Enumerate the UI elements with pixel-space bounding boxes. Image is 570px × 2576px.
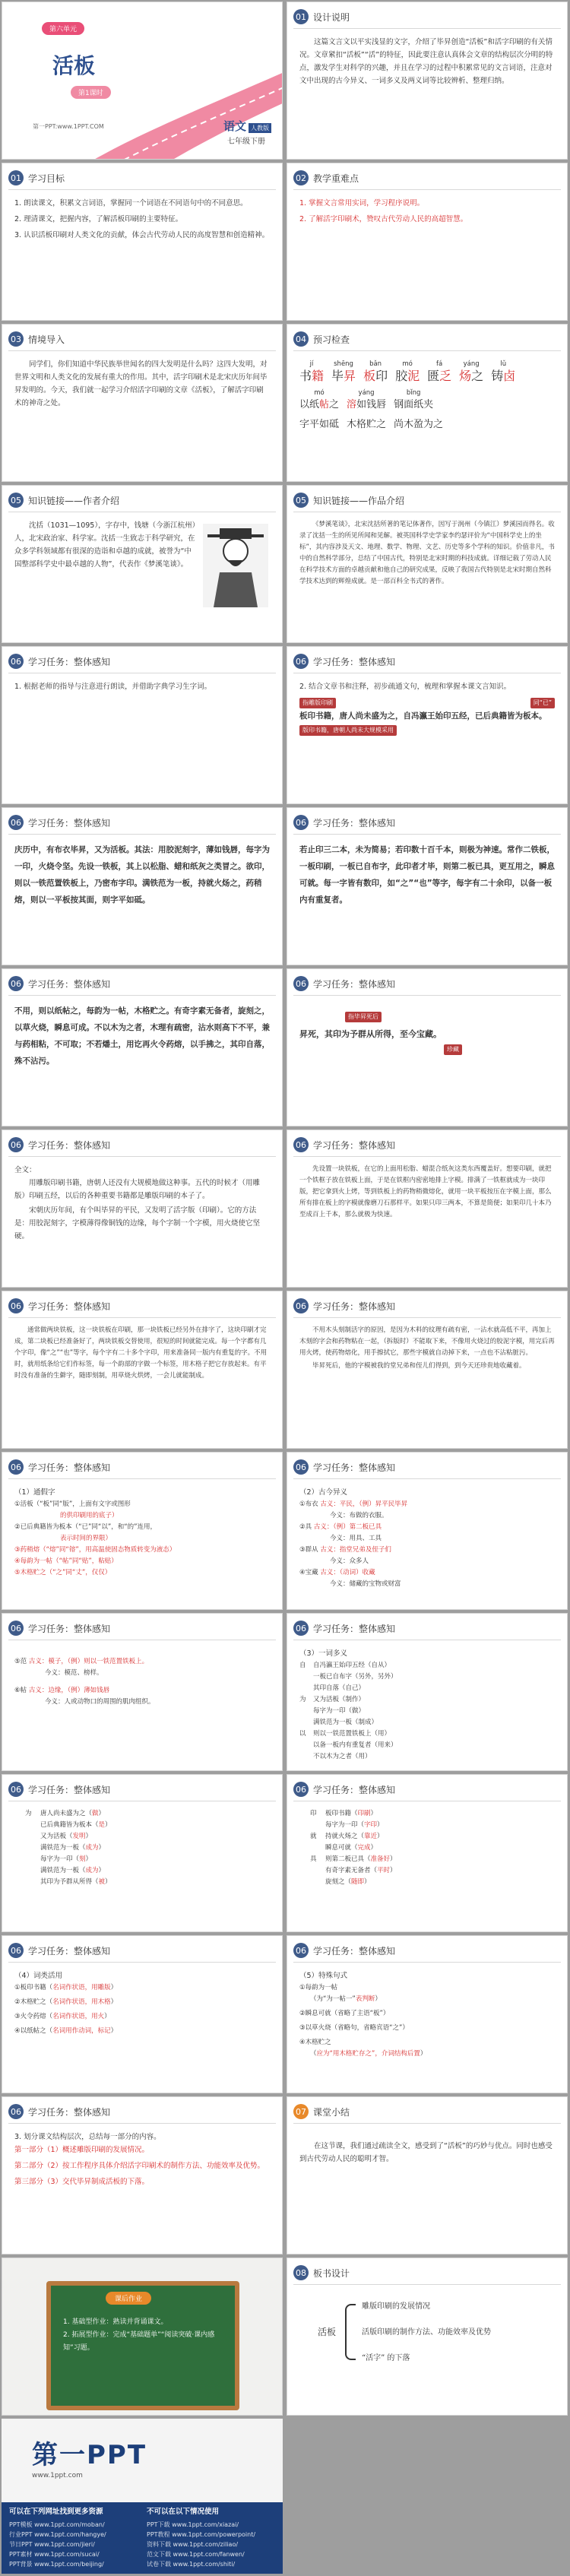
homework-badge: 课后作业 [106, 2292, 151, 2305]
slide-title: 学习任务：整体感知 [313, 656, 396, 667]
author-portrait-icon [203, 524, 268, 607]
banner-col-title: 可以在下列网址找到更多资源 [9, 2508, 103, 2516]
section-subtitle: （5）特殊句式 [299, 1972, 348, 1980]
slide-title: 教学重难点 [313, 173, 359, 184]
task-instruction: 2. 结合文章书和注释，初步疏通文句，梳理和掌握本课文言知识。 [299, 683, 511, 691]
section-number: 06 [8, 1782, 24, 1797]
slide-homework-board[interactable] [2, 2258, 283, 2416]
section-subtitle: （3）一词多义 [299, 1649, 348, 1658]
board-branch: 活版印刷的制作方法、功能效率及优势 [362, 2328, 491, 2337]
section-number: 06 [293, 1782, 309, 1797]
slide-polysemy[interactable]: 06 学习任务：整体感知 （3）一词多义 自 自冯瀛王始印五经（自从） 一板已自布字（另外，另外） 其印自落（自己） 为 又为活板（制作） 每字为一印（做） 满铁范为一板（制成） 以 则以一铁范置铁板上（用） 以备一板内有重复者（用来） 不以木为之者（用） [287, 1613, 568, 1771]
body-text: 1. 根据老师的指导与注意进行朗读，并借助字典学习生字词。 [14, 683, 212, 691]
structure-item: 第三部分（3）交代毕昇制成活板的下落。 [14, 2178, 150, 2186]
slide-title: 知识链接——作品介绍 [313, 495, 405, 506]
slide-title: 学习任务：整体感知 [313, 978, 396, 990]
banner-link[interactable]: PPT教程 www.1ppt.com/powerpoint/ [147, 2531, 256, 2538]
section-number: 06 [293, 1459, 309, 1475]
slide-yin-jiu[interactable]: 06 学习任务：整体感知 印 板印书籍（ 印刷 ） 每字为一印（ 字印 ） 就 持就火炀之（ 靠近 ） 瞬息可就（ 完成 ） 具 则第二板已具（ 准备好 ） 有奇字素无备者（ 平时 ） 旋刻之（ 随即 ） [287, 1774, 568, 1932]
section-number: 08 [293, 2265, 309, 2280]
slide-author[interactable] [2, 485, 283, 643]
homework-item: 2. 拓展型作业：完成“基础题单”“阅读突破·课内感知”习题。 [63, 2331, 215, 2352]
slide-title: 学习任务：整体感知 [28, 1784, 111, 1795]
slide-task-reading[interactable] [2, 646, 283, 804]
board-branch: “活字” 的下落 [362, 2354, 410, 2362]
slide-translation-1[interactable] [2, 1130, 283, 1288]
slide-title: 学习任务：整体感知 [28, 1139, 111, 1151]
slide-design-notes[interactable] [287, 2, 568, 160]
banner-link[interactable]: PPT模板 www.1ppt.com/moban/ [9, 2521, 105, 2528]
section-number: 04 [293, 331, 309, 347]
annotation-tag: 同“已” [530, 698, 555, 708]
slide-task-text-4[interactable] [287, 968, 568, 1126]
slide-title: 学习任务：整体感知 [28, 1623, 111, 1634]
section-number: 07 [293, 2104, 309, 2119]
ppt-promo-banner[interactable] [2, 2419, 283, 2574]
section-number: 06 [293, 1137, 309, 1152]
banner-link[interactable]: 范文下载 www.1ppt.com/fanwen/ [147, 2551, 245, 2558]
section-number: 06 [293, 1298, 309, 1313]
section-subtitle: （1）通假字 [14, 1488, 55, 1497]
section-number: 06 [293, 976, 309, 991]
slide-title: 学习任务：整体感知 [313, 1301, 396, 1312]
ppt-logo: 第一PPT [32, 2440, 147, 2470]
slide-task-text-2[interactable] [287, 807, 568, 965]
section-subtitle: （2）古今异义 [299, 1488, 348, 1497]
slide-wei[interactable]: 06 学习任务：整体感知 为 唐人尚未盛为之（ 做 ） 已后典籍皆为板本（ 是 ） 又为活板（ 发明 ） 满铁范为一板（ 成为 ） 每字为一印（ 刻 ） 满铁范为一板（ 成为 ） 其印为予群从所得（ 被 ） [2, 1774, 283, 1932]
cover-slide[interactable] [2, 2, 283, 160]
body-text: 先设置一块铁板，在它的上面用松脂、蜡混合纸灰这类东西覆盖好。想要印刷，就把一个铁框子放在铁板上面，于是在铁框内密密地排上字模。排满了一铁框就成为一块印版，把它拿到火上烤，等到铁板上的药物稍微熔化，就用一块平板按压在字模上面，那么所有排在板上的字模就像磨刀石那样平。如果只印三两本，不算是简便；如果印几十本乃至成百上千本，那么就极为快速。 [299, 1165, 552, 1218]
section-number: 06 [8, 1943, 24, 1958]
edition-block [223, 118, 271, 134]
body-text: 不用木头刻制活字的原因，是因为木料的纹理有疏有密，一沾水就高低不平，再加上木刻的字会和药物粘在一起，（拆版时）不能取下来，不像用火烧过的胶泥字模，用完后再用火烤，使药物熔化，用手擦拭它，那些字模就自动掉下来，一点也不沾粘脏污。 [299, 1326, 555, 1357]
chalkboard [46, 2281, 239, 2410]
body-label: 全文： [14, 1166, 36, 1174]
key-point-item: 1. 掌握文言常用实词，学习程序说明。 [299, 199, 425, 208]
body-text: 这篇文言文以平实浅显的文字，介绍了毕昇创造“活板”和活字印刷的有关情况。文章紧扣“活板”“活”的特征，因此要注意认真体会文章的结构层次分明的特点，激发学生对科学的兴趣，并且在学习的过程中积累常见的文言词语，注意对文中出现的古今异义、一词多义及两义词等比较辨析、整理归纳。 [299, 38, 553, 85]
section-number: 02 [293, 170, 309, 185]
lesson-badge: 第1课时 [71, 86, 111, 99]
banner-link[interactable]: PPT背景 www.1ppt.com/beijing/ [9, 2561, 104, 2568]
classical-sentence: 不用，则以纸帖之，每韵为一帖，木格贮之。有奇字素无备者，旋刻之，以草火烧，瞬息可成。不以木为之者，木理有疏密，沾水则高下不平，兼与药相粘，不可取；不若燔土，用讫再火令药熔，以手拂之，其印自落，殊不沾污。 [14, 1006, 270, 1066]
section-number: 01 [293, 9, 309, 24]
section-number: 06 [8, 1459, 24, 1475]
slide-title: 学习任务：整体感知 [313, 1945, 396, 1957]
annotation-tag: 指毕昇死后 [345, 1012, 382, 1022]
site-label: 第一PPT:www.1PPT.COM [33, 123, 104, 130]
section-number: 06 [8, 1298, 24, 1313]
slide-title: 学习任务：整体感知 [28, 1945, 111, 1957]
slide-title: 知识链接——作者介绍 [28, 495, 120, 506]
banner-link[interactable]: 试卷下载 www.1ppt.com/shiti/ [147, 2561, 236, 2568]
section-number: 06 [8, 1621, 24, 1636]
goal-item: 3. 认识活板印刷对人类文化的贡献，体会古代劳动人民的高度智慧和创造精神。 [14, 231, 270, 239]
body-text: 同学们，你们知道中华民族举世闻名的四大发明是什么吗？这四大发明，对世界文明和人类文化的发展有重大的作用。其中，活字印刷术是北宋庆历年间毕昇发明的。今天，我们就一起学习介绍活字印刷的文章《活板》，了解活字印刷术的神奇之处。 [14, 360, 268, 407]
slide-title: 学习任务：整体感知 [28, 656, 111, 667]
goal-item: 1. 朗读课文，积累文言词语，掌握同一个词语在不同语句中的不同意思。 [14, 199, 248, 208]
slide-title: 学习任务：整体感知 [313, 817, 396, 829]
slide-title: 板书设计 [313, 2267, 350, 2279]
edition-label: 人教版 [249, 123, 271, 133]
slide-title: 预习检查 [313, 334, 350, 345]
pinyin-row-1: jí 书籍 shēng 毕昇 bǎn 板印 mó 胶泥 fá 匮乏 yáng 炀之 lǔ 铸卤 [299, 360, 516, 383]
slide-key-points[interactable] [287, 163, 568, 321]
ppt-logo-area [2, 2419, 283, 2502]
slide-title: 学习任务：整体感知 [28, 1301, 111, 1312]
unit-badge: 第六单元 [42, 22, 84, 35]
body-text: 《梦溪笔谈》，北宋沈括所著的笔记体著作，因写于润州（今镇江）梦溪园而得名。收录了沈括一生的所见所闻和见解。被英国科学史学家李约瑟评价为“中国科学史上的坐标”，其内容涉及天文、地理、数学、物理、文艺、历史等多个学科的知识。价值非凡，书中的自然科学部分，总结了中国古代，特别是北宋时期的科技成就。详细记载了劳动人民在科学技术方面的卓越贡献和他自己的研究成果，反映了我国古代特别是北宋时期自然科学技术达到的辉煌成就。是一部百科全书式的著作。 [299, 521, 555, 585]
structure-item: 第二部分（2）按工作程序具体介绍活字印刷术的制作方法、功能效率及优势。 [14, 2162, 265, 2170]
slide-title: 课堂小结 [313, 2106, 350, 2118]
slide-word-class[interactable]: 06 学习任务：整体感知 （4）词类活用 ①板印书籍（名词作状语，用雕版） ②木格贮之（名词作状语，用木格） ③火令药熔（名词作状语，用火） ④以纸帖之（名词用作动词，标记） [2, 1935, 283, 2093]
slide-translation-4[interactable] [287, 1291, 568, 1449]
section-subtitle: （4）词类活用 [14, 1972, 63, 1980]
section-number: 06 [8, 654, 24, 669]
section-number: 06 [293, 815, 309, 830]
section-number: 06 [8, 1137, 24, 1152]
banner-link[interactable]: 节日PPT www.1ppt.com/jieri/ [9, 2541, 95, 2548]
key-point-item: 2. 了解活字印刷术，赞叹古代劳动人民的高超智慧。 [299, 215, 468, 223]
classical-sentence: 昇死，其印为予群从所得，至今宝藏。 [299, 1029, 442, 1039]
goal-item: 2. 理清课文，把握内容，了解活板印刷的主要特征。 [14, 215, 183, 223]
slide-title: 学习任务：整体感知 [313, 1462, 396, 1473]
slide-title: 情境导入 [28, 334, 65, 345]
slide-task-text-3[interactable] [2, 968, 283, 1126]
slide-title: 学习任务：整体感知 [28, 978, 111, 990]
section-number: 06 [293, 654, 309, 669]
slide-special-sentences[interactable]: 06 学习任务：整体感知 （5）特殊句式 ①每韵为一帖 （为“为一帖一”表判断） ②瞬息可就（省略了主语“板”） ③以草火烧（省略句，省略宾语“之”） ④木格贮之 （应为“用木格贮存之”，介词结构后置） [287, 1935, 568, 2093]
slide-title: 学习任务：整体感知 [313, 1623, 396, 1634]
classical-sentence: 板印书籍，唐人尚未盛为之，自冯瀛王始印五经，已后典籍皆为板本。 [299, 711, 547, 721]
banner-link[interactable]: PPT素材 www.1ppt.com/sucai/ [9, 2551, 100, 2558]
annotation-tag: 珍藏 [444, 1044, 462, 1055]
slide-preview[interactable] [287, 324, 568, 482]
slide-task-annotate-1[interactable] [287, 646, 568, 804]
slide-structure[interactable] [2, 2096, 283, 2254]
board-root: 活板 [318, 2327, 337, 2337]
slide-gujin-2[interactable]: 06 学习任务：整体感知 ⑤范 古义：模子，（例）则以一铁范置铁板上。 今义：模范、榜样。 ⑥帖 古义：边缘，（例）薄如钱唇 今义：人或动物口的周围的肌肉组织。 [2, 1613, 283, 1771]
slide-title: 设计说明 [313, 11, 350, 23]
slide-translation-2[interactable] [287, 1130, 568, 1288]
section-number: 01 [8, 170, 24, 185]
slide-title: 学习任务：整体感知 [313, 1784, 396, 1795]
slide-gujin-1[interactable]: 06 学习任务：整体感知 （2）古今异义 ①布衣 古义：平民，（例）昇平民毕昇 今义：布做的衣服。 ②具 古义：（例）第二板已具 今义：用具、工具 ③群从 古义：指堂兄弟及侄子们 今义：众多人 ④宝藏 古义：（动词）收藏 今义：储藏的宝物或财富 [287, 1452, 568, 1610]
banner-link[interactable]: 资料下载 www.1ppt.com/ziliao/ [147, 2541, 239, 2548]
section-number: 05 [8, 493, 24, 508]
banner-col-title: 不可以在以下情况使用 [147, 2508, 220, 2516]
slide-translation-3[interactable] [2, 1291, 283, 1449]
slide-summary[interactable] [287, 2096, 568, 2254]
slide-intro[interactable] [2, 324, 283, 482]
slide-tongjia[interactable]: 06 学习任务：整体感知 （1）通假字 ①活板（“板”同“版”，上面有文字或图形 的供印刷用的底子） ②已后典籍皆为板本（“已”同“以”，和“的”连用， 表示时间的界限） ③药稍熔（“熔”同“镕”，用高温使固态物质转变为液态） ④每韵为一帖（“帖”同“贴”，粘贴） ⑤木格贮之（“之”同“丈”，仅仅） [2, 1452, 283, 1610]
homework-item: 1. 基础型作业：熟读并背诵课文。 [63, 2318, 168, 2326]
board-branch: 雕版印刷的发展情况 [362, 2302, 430, 2311]
subject-label: 语文 [223, 119, 246, 133]
pinyin-row-2: mó 以纸帖之 yáng 溶如钱唇 bǐng 钢面纸夹 [299, 389, 434, 410]
section-number: 05 [293, 493, 309, 508]
body-text: 沈括（1031—1095），字存中，钱塘（今浙江杭州）人，北宋政治家、科学家。沈括一生致志于科学研究，在众多学科领域都有很深的造诣和卓越的成就，被誉为“中国整部科学史中最卓越的人物”，代表作《梦溪笔谈》。 [14, 521, 196, 569]
body-text: 在这节课，我们通过疏读全文，感受到了“活板”的巧妙与优点。同时也感受到古代劳动人民的聪明才智。 [299, 2142, 553, 2163]
body-text: 宋朝庆历年间，有个叫毕昇的平民，又发明了活字版（印刷）。它的方法是：用胶泥刻字，字模薄得像铜钱的边缘，每个字制一个字模，用火烧使它坚硬。 [14, 1206, 261, 1240]
cover-title: 活板 [52, 53, 96, 78]
slide-title: 学习目标 [28, 173, 65, 184]
slide-title: 学习任务：整体感知 [28, 2106, 111, 2118]
slide-work[interactable] [287, 485, 568, 643]
slide-goals[interactable] [2, 163, 283, 321]
section-number: 03 [8, 331, 24, 347]
slide-board-design[interactable] [287, 2258, 568, 2416]
pinyin-row-3: 字平如砥 木格贮之 尚木盈为之 [299, 419, 444, 430]
annotation-tag: 指雕版印刷 [299, 698, 336, 708]
annotation-tag: 版印书籍，唐朝人尚未大规模采用 [299, 725, 397, 736]
body-text: 毕昇死后，他的字模被我的堂兄弟和侄儿们得到，到今天还珍贵地收藏着。 [312, 1362, 526, 1370]
classical-sentence: 若止印三二本，未为简易；若印数十百千本，则极为神速。常作二铁板，一板印刷，一板已自布字，此印者才毕，则第二板已具，更互用之，瞬息可就。每一字皆有数印，如“之”“也”等字，每字有二十余印，以备一板内有重复者。 [299, 845, 555, 905]
slide-title: 学习任务：整体感知 [28, 817, 111, 829]
classical-sentence: 庆历中，有布衣毕昇，又为活板。其法：用胶泥刻字，薄如钱唇，每字为一印，火烧令坚。先设一铁板，其上以松脂、蜡和纸灰之类冒之。欲印，则以一铁范置铁板上，乃密布字印。满铁范为一板，持就火炀之，药稍熔，则以一平板按其面，则字平如砥。 [14, 845, 270, 905]
slide-title: 学习任务：整体感知 [313, 1139, 396, 1151]
banner-link[interactable]: PPT下载 www.1ppt.com/xiazai/ [147, 2521, 239, 2528]
section-number: 06 [8, 815, 24, 830]
body-text: 通常做两块铁板，这一块铁板在印刷，那一块铁板已经另外在排字了，这块印刷才完成，第二块板已经准备好了，两块铁板交替使用，很短的时间就能完成。每一个字都有几个字印，像“之”“也”等字，每个字有二十多个字印，用来准备同一版内有重复的字。不用时，就用纸条给它们作标签，每一个韵部的字做一个标签，用木格子把它存放起来。有平时没有准备的生僻字，随即刻制，用草烧火烘烤，一会儿就能制成。 [14, 1326, 268, 1380]
section-number: 06 [8, 976, 24, 991]
slide-title: 学习任务：整体感知 [28, 1462, 111, 1473]
section-number: 06 [293, 1621, 309, 1636]
slide-task-text-1[interactable] [2, 807, 283, 965]
section-number: 06 [8, 2104, 24, 2119]
section-number: 06 [293, 1943, 309, 1958]
banner-link[interactable]: 行业PPT www.1ppt.com/hangye/ [9, 2531, 106, 2538]
body-text: 用雕版印刷书籍，唐朝人还没有大规模地做这种事。五代的时候才（用雕版）印刷五经，以后的各种重要书籍都是雕版印刷的本子了。 [14, 1179, 261, 1200]
task-instruction: 3. 划分课文结构层次，总结每一部分的内容。 [14, 2133, 161, 2141]
ppt-site[interactable]: www.1ppt.com [32, 2472, 83, 2479]
grade-label: 七年级下册 [227, 138, 265, 146]
structure-item: 第一部分（1）概述雕版印刷的发展情况。 [14, 2146, 150, 2154]
